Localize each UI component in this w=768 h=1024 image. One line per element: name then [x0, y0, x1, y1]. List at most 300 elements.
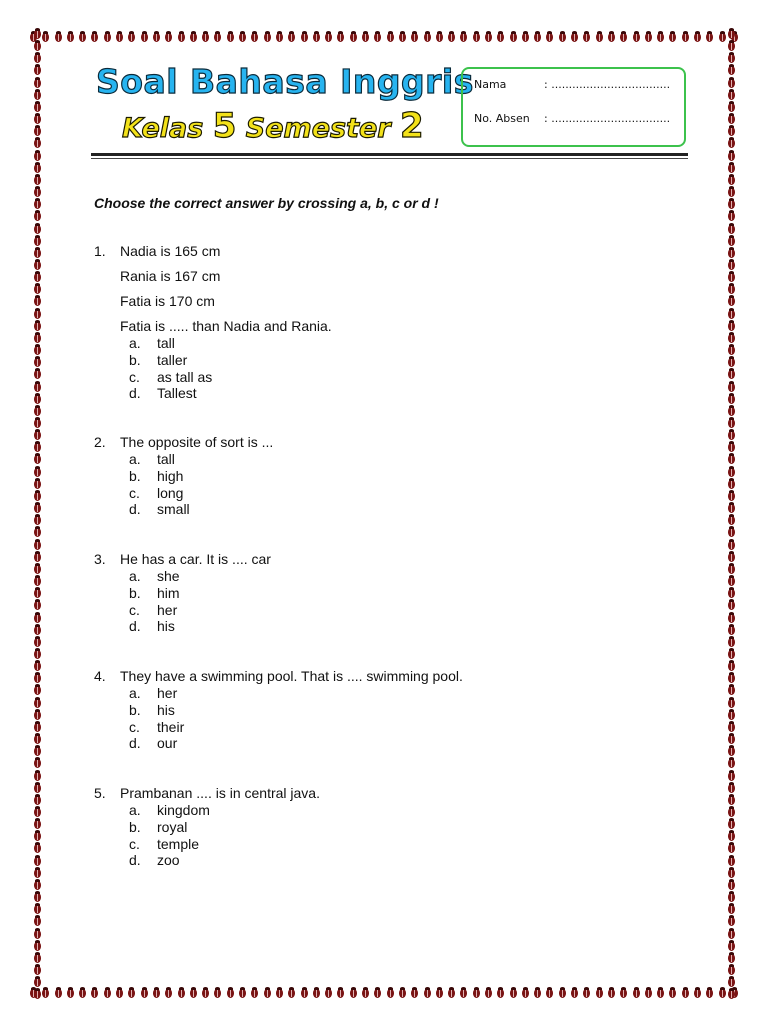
page-border-right — [724, 30, 738, 1000]
bug-border-icon — [34, 164, 41, 173]
bug-border-icon — [559, 33, 566, 42]
bug-border-icon — [34, 152, 41, 161]
bug-border-icon — [34, 30, 41, 39]
bug-border-icon — [728, 480, 735, 489]
bug-border-icon — [473, 33, 480, 42]
bug-border-icon — [682, 989, 689, 998]
bug-border-icon — [34, 832, 41, 841]
option-letter: b. — [129, 351, 141, 368]
bug-border-icon — [34, 127, 41, 136]
bug-border-icon — [728, 30, 735, 39]
bug-border-icon — [251, 33, 258, 42]
bug-border-icon — [34, 869, 41, 878]
bug-border-icon — [34, 212, 41, 221]
bug-border-icon — [608, 33, 615, 42]
bug-border-icon — [79, 989, 86, 998]
bug-border-icon — [374, 33, 381, 42]
bug-border-icon — [91, 33, 98, 42]
bug-border-icon — [728, 747, 735, 756]
bug-border-icon — [34, 176, 41, 185]
question-number: 5. — [94, 785, 106, 801]
bug-border-icon — [34, 747, 41, 756]
bug-border-icon — [728, 784, 735, 793]
bug-border-icon — [34, 808, 41, 817]
bug-border-icon — [34, 844, 41, 853]
question-text: Nadia is 165 cm — [120, 243, 221, 259]
bug-border-icon — [694, 989, 701, 998]
bug-border-icon — [424, 33, 431, 42]
bug-border-icon — [350, 33, 357, 42]
option-letter: b. — [129, 584, 141, 601]
bug-border-icon — [728, 528, 735, 537]
bug-border-icon — [728, 589, 735, 598]
bug-border-icon — [214, 989, 221, 998]
nama-field[interactable]: : .................................. — [544, 78, 671, 91]
bug-border-icon — [657, 989, 664, 998]
bug-border-icon — [728, 699, 735, 708]
option-a[interactable] — [94, 685, 694, 702]
question-3 — [94, 551, 694, 635]
option-letter: c. — [129, 368, 140, 385]
bug-border-icon — [34, 91, 41, 100]
bug-border-icon — [728, 358, 735, 367]
bug-border-icon — [546, 33, 553, 42]
option-letter: a. — [129, 685, 141, 701]
bug-border-icon — [34, 699, 41, 708]
bug-border-icon — [728, 468, 735, 477]
bug-border-icon — [34, 528, 41, 537]
bug-border-icon — [728, 565, 735, 574]
bug-border-icon — [34, 79, 41, 88]
bug-border-icon — [239, 989, 246, 998]
option-d[interactable] — [94, 385, 694, 402]
bug-border-icon — [510, 989, 517, 998]
option-text: her — [157, 685, 178, 701]
option-b[interactable] — [94, 819, 694, 836]
bug-border-icon — [34, 917, 41, 926]
bug-border-icon — [34, 103, 41, 112]
option-letter: a. — [129, 568, 141, 584]
bug-border-icon — [728, 954, 735, 963]
bug-border-icon — [34, 650, 41, 659]
option-text: she — [157, 568, 180, 584]
bug-border-icon — [34, 42, 41, 51]
bug-border-icon — [411, 989, 418, 998]
bug-border-icon — [128, 989, 135, 998]
bug-border-icon — [34, 492, 41, 501]
option-text: our — [157, 735, 178, 752]
option-a[interactable] — [94, 568, 694, 585]
bug-border-icon — [34, 589, 41, 598]
bug-border-icon — [34, 200, 41, 209]
bug-border-icon — [313, 33, 320, 42]
bug-border-icon — [34, 711, 41, 720]
bug-border-icon — [91, 989, 98, 998]
bug-border-icon — [104, 33, 111, 42]
bug-border-icon — [202, 989, 209, 998]
option-d[interactable] — [94, 501, 694, 518]
bug-border-icon — [728, 869, 735, 878]
option-letter: d. — [129, 501, 141, 518]
bug-border-icon — [350, 989, 357, 998]
bug-border-icon — [448, 33, 455, 42]
bug-border-icon — [728, 492, 735, 501]
bug-border-icon — [657, 33, 664, 42]
bug-border-icon — [728, 79, 735, 88]
bug-border-icon — [34, 261, 41, 270]
bug-border-icon — [362, 33, 369, 42]
bug-border-icon — [583, 989, 590, 998]
bug-border-icon — [34, 54, 41, 63]
option-text: kingdom — [157, 802, 210, 818]
bug-border-icon — [728, 504, 735, 513]
page-border-bottom — [30, 986, 738, 1000]
bug-border-icon — [728, 212, 735, 221]
bug-border-icon — [34, 66, 41, 75]
option-letter: c. — [129, 484, 140, 501]
bug-border-icon — [728, 139, 735, 148]
option-b[interactable] — [94, 468, 694, 485]
bug-border-icon — [399, 33, 406, 42]
option-letter: d. — [129, 618, 141, 635]
bug-border-icon — [34, 188, 41, 197]
bug-border-icon — [669, 989, 676, 998]
bug-border-icon — [34, 905, 41, 914]
option-letter: d. — [129, 735, 141, 752]
bug-border-icon — [411, 33, 418, 42]
bug-border-icon — [728, 54, 735, 63]
bug-border-icon — [728, 66, 735, 75]
question-text: Fatia is 170 cm — [120, 293, 215, 309]
bug-border-icon — [728, 443, 735, 452]
bug-border-icon — [460, 989, 467, 998]
bug-border-icon — [227, 989, 234, 998]
question-4 — [94, 668, 694, 752]
question-text: Rania is 167 cm — [120, 268, 221, 284]
option-b[interactable] — [94, 352, 694, 369]
option-text: him — [157, 584, 180, 601]
option-text: his — [157, 618, 175, 635]
question-line — [94, 551, 694, 568]
option-c[interactable] — [94, 369, 694, 386]
bug-border-icon — [728, 42, 735, 51]
bug-border-icon — [190, 33, 197, 42]
option-text: as tall as — [157, 368, 213, 385]
option-b[interactable] — [94, 585, 694, 602]
option-text: zoo — [157, 852, 180, 869]
bug-border-icon — [728, 686, 735, 695]
bug-border-icon — [596, 989, 603, 998]
bug-border-icon — [34, 796, 41, 805]
bug-border-icon — [728, 893, 735, 902]
bug-border-icon — [34, 443, 41, 452]
bug-border-icon — [728, 297, 735, 306]
option-c[interactable] — [94, 485, 694, 502]
bug-border-icon — [728, 735, 735, 744]
bug-border-icon — [682, 33, 689, 42]
bug-border-icon — [153, 33, 160, 42]
bug-border-icon — [251, 989, 258, 998]
bug-border-icon — [301, 989, 308, 998]
bug-border-icon — [497, 33, 504, 42]
option-letter: b. — [129, 818, 141, 835]
question-2 — [94, 434, 694, 518]
bug-border-icon — [34, 431, 41, 440]
bug-border-icon — [728, 662, 735, 671]
bug-border-icon — [728, 261, 735, 270]
question-line — [94, 434, 694, 451]
bug-border-icon — [362, 989, 369, 998]
bug-border-icon — [34, 407, 41, 416]
bug-border-icon — [288, 989, 295, 998]
bug-border-icon — [301, 33, 308, 42]
bug-border-icon — [728, 370, 735, 379]
bug-border-icon — [436, 989, 443, 998]
bug-border-icon — [728, 383, 735, 392]
bug-border-icon — [227, 33, 234, 42]
bug-border-icon — [264, 989, 271, 998]
bug-border-icon — [55, 33, 62, 42]
bug-border-icon — [399, 989, 406, 998]
bug-border-icon — [34, 772, 41, 781]
bug-border-icon — [34, 358, 41, 367]
bug-border-icon — [67, 33, 74, 42]
bug-border-icon — [728, 723, 735, 732]
bug-border-icon — [34, 990, 41, 999]
option-text: tall — [157, 335, 175, 351]
bug-border-icon — [424, 989, 431, 998]
bug-border-icon — [728, 942, 735, 951]
bug-border-icon — [34, 322, 41, 331]
bug-border-icon — [633, 989, 640, 998]
bug-border-icon — [728, 407, 735, 416]
option-a[interactable] — [94, 451, 694, 468]
bug-border-icon — [436, 33, 443, 42]
bug-border-icon — [116, 989, 123, 998]
bug-border-icon — [728, 917, 735, 926]
bug-border-icon — [288, 33, 295, 42]
bug-border-icon — [34, 662, 41, 671]
bug-border-icon — [34, 614, 41, 623]
option-c[interactable] — [94, 836, 694, 853]
bug-border-icon — [728, 978, 735, 987]
bug-border-icon — [706, 989, 713, 998]
bug-border-icon — [448, 989, 455, 998]
bug-border-icon — [34, 784, 41, 793]
bug-border-icon — [239, 33, 246, 42]
bug-border-icon — [128, 33, 135, 42]
bug-border-icon — [728, 188, 735, 197]
bug-border-icon — [728, 346, 735, 355]
bug-border-icon — [728, 310, 735, 319]
option-letter: d. — [129, 385, 141, 402]
question-line — [94, 668, 694, 685]
question-number: 2. — [94, 434, 106, 450]
option-c[interactable] — [94, 602, 694, 619]
option-text: her — [157, 601, 178, 618]
option-letter: b. — [129, 467, 141, 484]
bug-border-icon — [34, 674, 41, 683]
bug-border-icon — [34, 273, 41, 282]
bug-border-icon — [728, 541, 735, 550]
bug-border-icon — [728, 832, 735, 841]
bug-border-icon — [728, 711, 735, 720]
nama-row — [474, 78, 670, 91]
option-d[interactable] — [94, 852, 694, 869]
question-number: 1. — [94, 243, 106, 259]
bug-border-icon — [645, 989, 652, 998]
question-text: Fatia is ..... than Nadia and Rania. — [120, 318, 332, 334]
bug-border-icon — [276, 33, 283, 42]
bug-border-icon — [728, 930, 735, 939]
option-text: his — [157, 701, 175, 718]
absen-row — [474, 112, 670, 125]
bug-border-icon — [728, 759, 735, 768]
page-border-left — [30, 30, 44, 1000]
bug-border-icon — [460, 33, 467, 42]
bug-border-icon — [34, 346, 41, 355]
option-a[interactable] — [94, 802, 694, 819]
bug-border-icon — [337, 33, 344, 42]
bug-border-icon — [728, 820, 735, 829]
bug-border-icon — [34, 759, 41, 768]
bug-border-icon — [596, 33, 603, 42]
bug-border-icon — [34, 504, 41, 513]
bug-border-icon — [728, 431, 735, 440]
option-text: long — [157, 484, 184, 501]
option-c[interactable] — [94, 719, 694, 736]
bug-border-icon — [728, 103, 735, 112]
bug-border-icon — [559, 989, 566, 998]
bug-border-icon — [485, 33, 492, 42]
bug-border-icon — [620, 989, 627, 998]
bug-border-icon — [728, 225, 735, 234]
bug-border-icon — [728, 650, 735, 659]
student-id-box — [461, 67, 686, 147]
bug-border-icon — [728, 249, 735, 258]
bug-border-icon — [728, 857, 735, 866]
bug-border-icon — [620, 33, 627, 42]
bug-border-icon — [583, 33, 590, 42]
bug-border-icon — [165, 33, 172, 42]
bug-border-icon — [728, 127, 735, 136]
bug-border-icon — [706, 33, 713, 42]
bug-border-icon — [34, 310, 41, 319]
bug-border-icon — [190, 989, 197, 998]
bug-border-icon — [178, 33, 185, 42]
bug-border-icon — [728, 455, 735, 464]
bug-border-icon — [34, 468, 41, 477]
option-b[interactable] — [94, 702, 694, 719]
bug-border-icon — [34, 115, 41, 124]
bug-border-icon — [34, 565, 41, 574]
bug-border-icon — [34, 383, 41, 392]
option-letter: a. — [129, 335, 141, 351]
bug-border-icon — [55, 989, 62, 998]
header-divider-thick — [91, 153, 688, 156]
bug-border-icon — [34, 881, 41, 890]
option-text: temple — [157, 835, 200, 852]
bug-border-icon — [728, 91, 735, 100]
bug-border-icon — [34, 942, 41, 951]
option-text: small — [157, 501, 190, 518]
bug-border-icon — [141, 989, 148, 998]
bug-border-icon — [728, 419, 735, 428]
absen-label: No. Absen — [474, 112, 530, 125]
question-line — [94, 318, 694, 335]
bug-border-icon — [337, 989, 344, 998]
bug-border-icon — [34, 139, 41, 148]
bug-border-icon — [34, 601, 41, 610]
bug-border-icon — [728, 674, 735, 683]
absen-field[interactable]: : .................................. — [544, 112, 671, 125]
bug-border-icon — [34, 334, 41, 343]
question-number: 3. — [94, 551, 106, 567]
question-line — [94, 268, 694, 293]
option-text: Tallest — [157, 385, 197, 402]
question-line — [94, 293, 694, 318]
bug-border-icon — [165, 989, 172, 998]
option-d[interactable] — [94, 735, 694, 752]
bug-border-icon — [34, 237, 41, 246]
bug-border-icon — [608, 989, 615, 998]
bug-border-icon — [34, 954, 41, 963]
option-a[interactable] — [94, 335, 694, 352]
bug-border-icon — [313, 989, 320, 998]
bug-border-icon — [34, 930, 41, 939]
bug-border-icon — [34, 820, 41, 829]
bug-border-icon — [325, 989, 332, 998]
bug-border-icon — [510, 33, 517, 42]
bug-border-icon — [178, 989, 185, 998]
question-number: 4. — [94, 668, 106, 684]
bug-border-icon — [34, 285, 41, 294]
bug-border-icon — [728, 905, 735, 914]
bug-border-icon — [645, 33, 652, 42]
bug-border-icon — [522, 989, 529, 998]
header-divider-thin — [91, 158, 688, 159]
option-letter: c. — [129, 718, 140, 735]
nama-label: Nama — [474, 78, 507, 91]
option-text: their — [157, 718, 185, 735]
bug-border-icon — [34, 857, 41, 866]
bug-border-icon — [34, 978, 41, 987]
question-text: They have a swimming pool. That is .... swimming pool. — [120, 668, 463, 684]
bug-border-icon — [104, 989, 111, 998]
question-1 — [94, 243, 694, 402]
bug-border-icon — [571, 33, 578, 42]
bug-border-icon — [728, 638, 735, 647]
bug-border-icon — [728, 796, 735, 805]
bug-border-icon — [34, 395, 41, 404]
bug-border-icon — [34, 893, 41, 902]
option-d[interactable] — [94, 618, 694, 635]
bug-border-icon — [473, 989, 480, 998]
bug-border-icon — [728, 808, 735, 817]
bug-border-icon — [34, 249, 41, 258]
bug-border-icon — [34, 626, 41, 635]
option-text: royal — [157, 818, 188, 835]
bug-border-icon — [728, 577, 735, 586]
bug-border-icon — [276, 989, 283, 998]
bug-border-icon — [116, 33, 123, 42]
bug-border-icon — [34, 419, 41, 428]
bug-border-icon — [694, 33, 701, 42]
bug-border-icon — [34, 553, 41, 562]
bug-border-icon — [153, 989, 160, 998]
bug-border-icon — [728, 516, 735, 525]
bug-border-icon — [728, 237, 735, 246]
